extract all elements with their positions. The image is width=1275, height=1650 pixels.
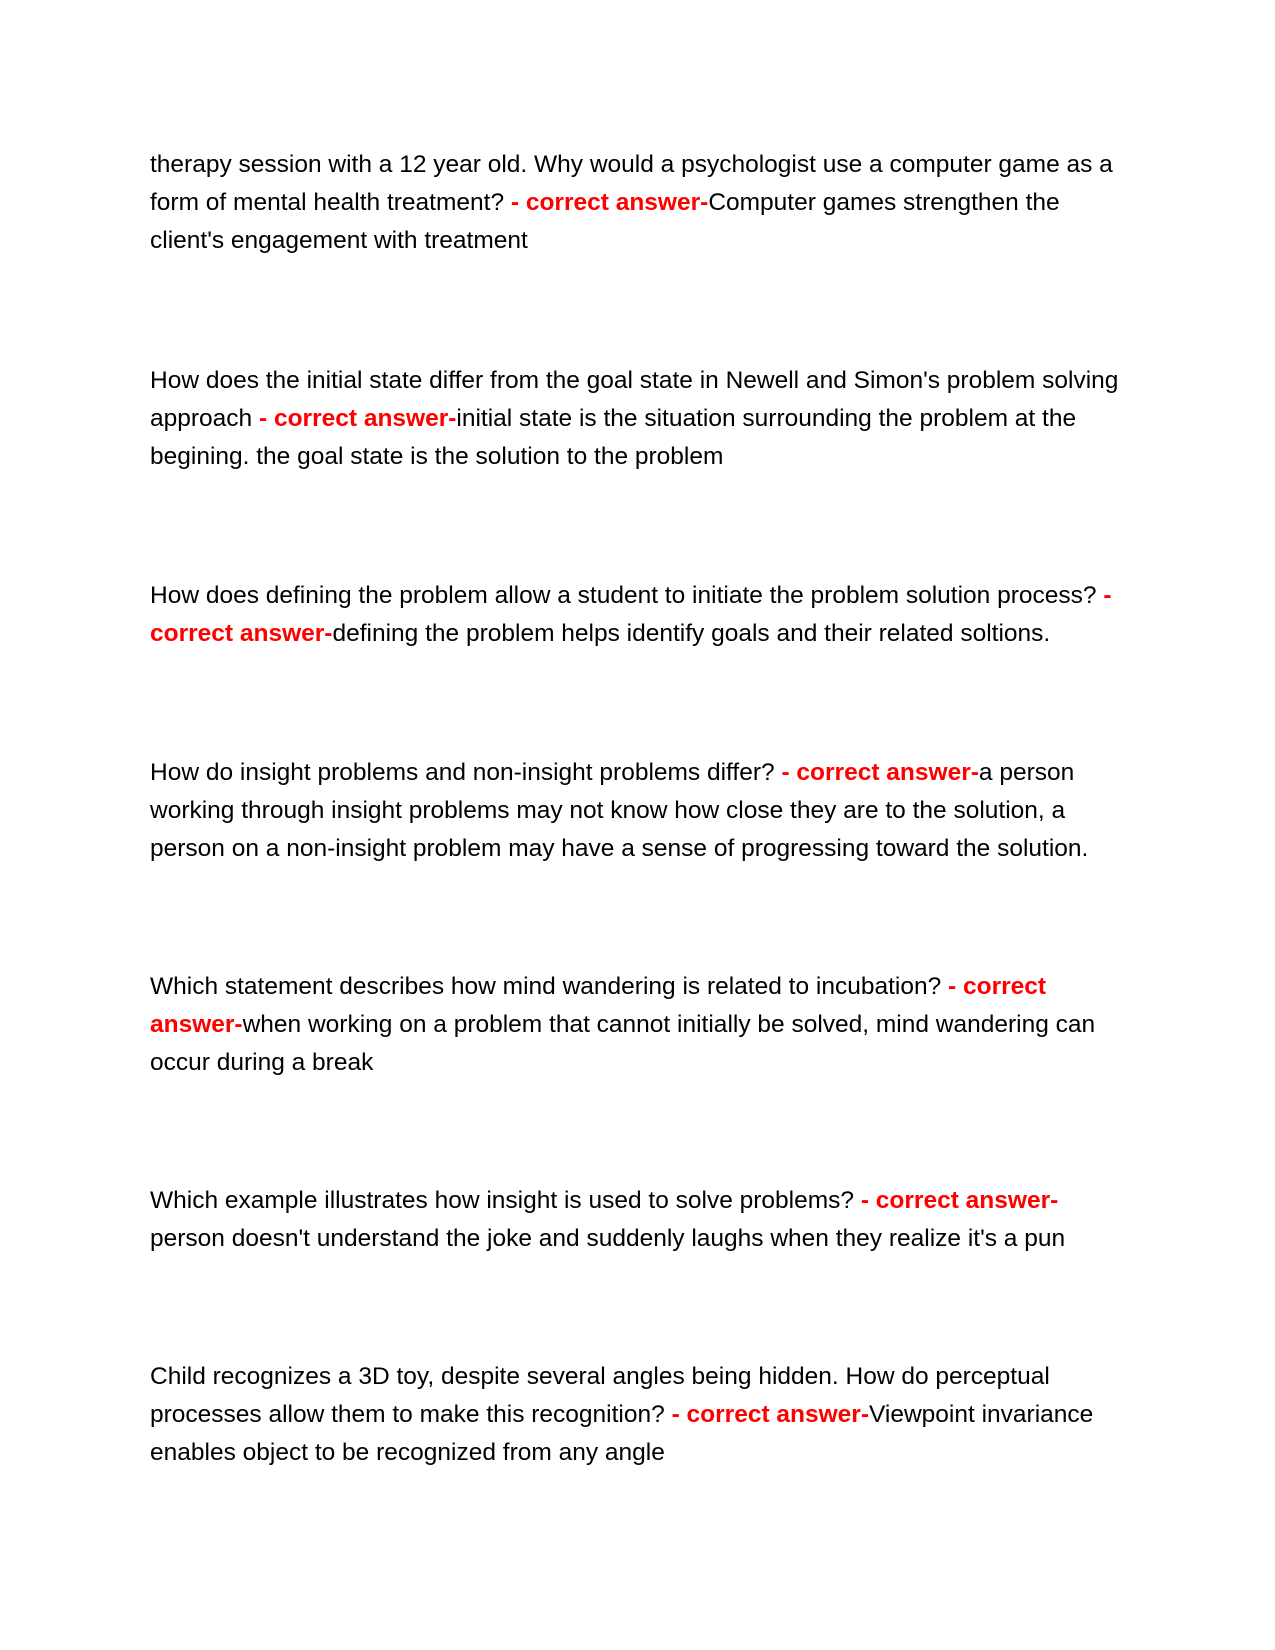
question-text: How does the initial state differ from the goal state in Newell and Simon's problem solving approach <box>150 367 1119 432</box>
correct-answer-marker: - correct answer- <box>510 189 709 216</box>
qa-item <box>150 1358 1120 1472</box>
correct-answer-marker: - correct answer- <box>860 1187 1059 1214</box>
answer-text: person doesn't understand the joke and suddenly laughs when they realize it's a pun <box>150 1225 1066 1252</box>
answer-text: Viewpoint invariance enables object to be recognized from any angle <box>150 1401 1094 1466</box>
question-text: Which example illustrates how insight is used to solve problems? <box>150 1187 861 1214</box>
qa-item <box>150 577 1120 653</box>
question-text: How do insight problems and non-insight problems differ? <box>150 759 782 786</box>
question-text: Which statement describes how mind wandering is related to incubation? <box>150 973 949 1000</box>
answer-text: when working on a problem that cannot initially be solved, mind wandering can occur during a break <box>150 1011 1096 1076</box>
question-text: Child recognizes a 3D toy, despite several angles being hidden. How do perceptual processes allow them to make this recognition? <box>150 1363 1050 1428</box>
correct-answer-marker: - correct answer- <box>258 405 457 432</box>
document-body <box>150 146 1120 1574</box>
qa-item <box>150 968 1120 1082</box>
qa-item <box>150 146 1120 260</box>
answer-text: a person working through insight problems may not know how close they are to the solution, a person on a non-insight problem may have a sense of progressing toward the solution. <box>150 759 1089 862</box>
correct-answer-marker: - correct answer- <box>150 973 1047 1038</box>
correct-answer-marker: - correct answer- <box>671 1401 869 1428</box>
question-text: therapy session with a 12 year old. Why would a psychologist use a computer game as a form of mental health treatment? <box>150 151 1113 216</box>
answer-text: initial state is the situation surrounding the problem at the begining. the goal state is the solution to the problem <box>150 405 1077 470</box>
correct-answer-marker: - correct answer- <box>781 759 979 786</box>
answer-text: defining the problem helps identify goals and their related soltions. <box>332 620 1051 647</box>
qa-item <box>150 362 1120 476</box>
correct-answer-marker: - correct answer- <box>150 582 1112 647</box>
question-text: How does defining the problem allow a student to initiate the problem solution process? <box>150 582 1104 609</box>
answer-text: Computer games strengthen the client's engagement with treatment <box>150 189 1060 254</box>
qa-item <box>150 1182 1120 1258</box>
qa-item <box>150 754 1120 868</box>
